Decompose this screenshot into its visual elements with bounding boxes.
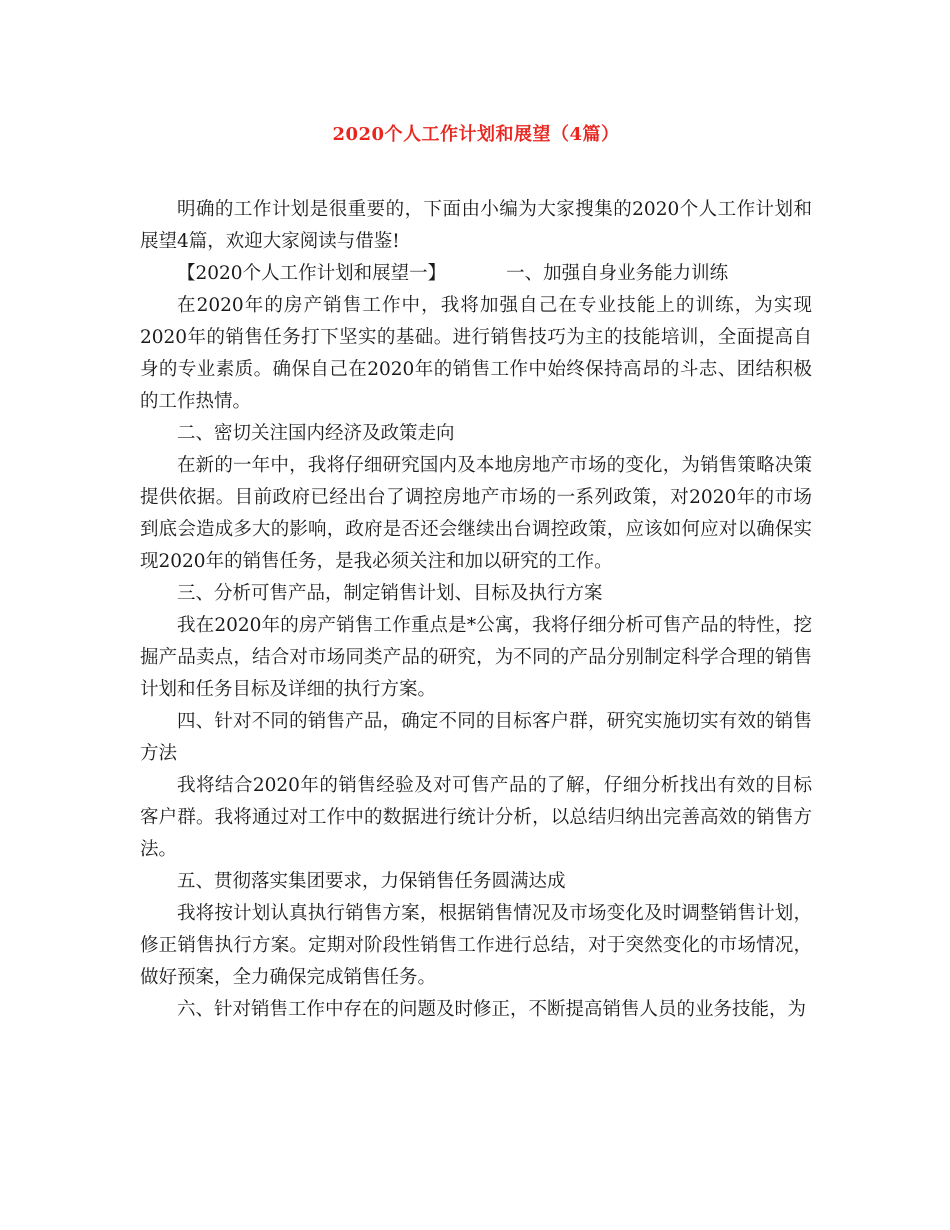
document-page bbox=[140, 120, 812, 1026]
intro-paragraph: 明确的工作计划是很重要的，下面由小编为大家搜集的2020个人工作计划和展望4篇，欢迎大家阅读与借鉴! bbox=[140, 199, 812, 252]
paragraph-5: 我将按计划认真执行销售方案，根据销售情况及市场变化及时调整销售计划，修正销售执行方案。定期对阶段性销售工作进行总结，对于突然变化的市场情况，做好预案，全力确保完成销售任务。 bbox=[140, 903, 812, 988]
heading-4: 四、针对不同的销售产品，确定不同的目标客户群，研究实施切实有效的销售方法 bbox=[140, 711, 812, 764]
heading-6: 六、针对销售工作中存在的问题及时修正，不断提高销售人员的业务技能，为 bbox=[177, 999, 807, 1020]
heading-2: 二、密切关注国内经济及政策走向 bbox=[177, 423, 455, 444]
document-title: 2020个人工作计划和展望（4篇） bbox=[332, 124, 620, 145]
paragraph-4: 我将结合2020年的销售经验及对可售产品的了解，仔细分析找出有效的目标客户群。我将通过对工作中的数据进行统计分析，以总结归纳出完善高效的销售方法。 bbox=[140, 775, 812, 860]
heading-5: 五、贯彻落实集团要求，力保销售任务圆满达成 bbox=[177, 871, 566, 892]
paragraph-3: 我在2020年的房产销售工作重点是*公寓，我将仔细分析可售产品的特性，挖掘产品卖点，结合对市场同类产品的研究，为不同的产品分别制定科学合理的销售计划和任务目标及详细的执行方案。 bbox=[140, 615, 812, 700]
section-heading-row bbox=[140, 258, 812, 290]
heading-3: 三、分析可售产品，制定销售计划、目标及执行方案 bbox=[177, 583, 603, 604]
paragraph-2: 在新的一年中，我将仔细研究国内及本地房地产市场的变化，为销售策略决策提供依据。目前政府已经出台了调控房地产市场的一系列政策，对2020年的市场到底会造成多大的影响，政府是否还会继续出台调控政策，应该如何应对以确保实现2020年的销售任务，是我必须关注和加以研究的工作。 bbox=[140, 455, 812, 572]
section-label: 【2020个人工作计划和展望一】 bbox=[177, 263, 447, 284]
paragraph-1: 在2020年的房产销售工作中，我将加强自己在专业技能上的训练，为实现2020年的销售任务打下坚实的基础。进行销售技巧为主的技能培训，全面提高自身的专业素质。确保自己在2020年的销售工作中始终保持高昂的斗志、团结积极的工作热情。 bbox=[140, 295, 812, 412]
document-body bbox=[140, 194, 812, 1026]
heading-1: 一、加强自身业务能力训练 bbox=[506, 263, 729, 284]
